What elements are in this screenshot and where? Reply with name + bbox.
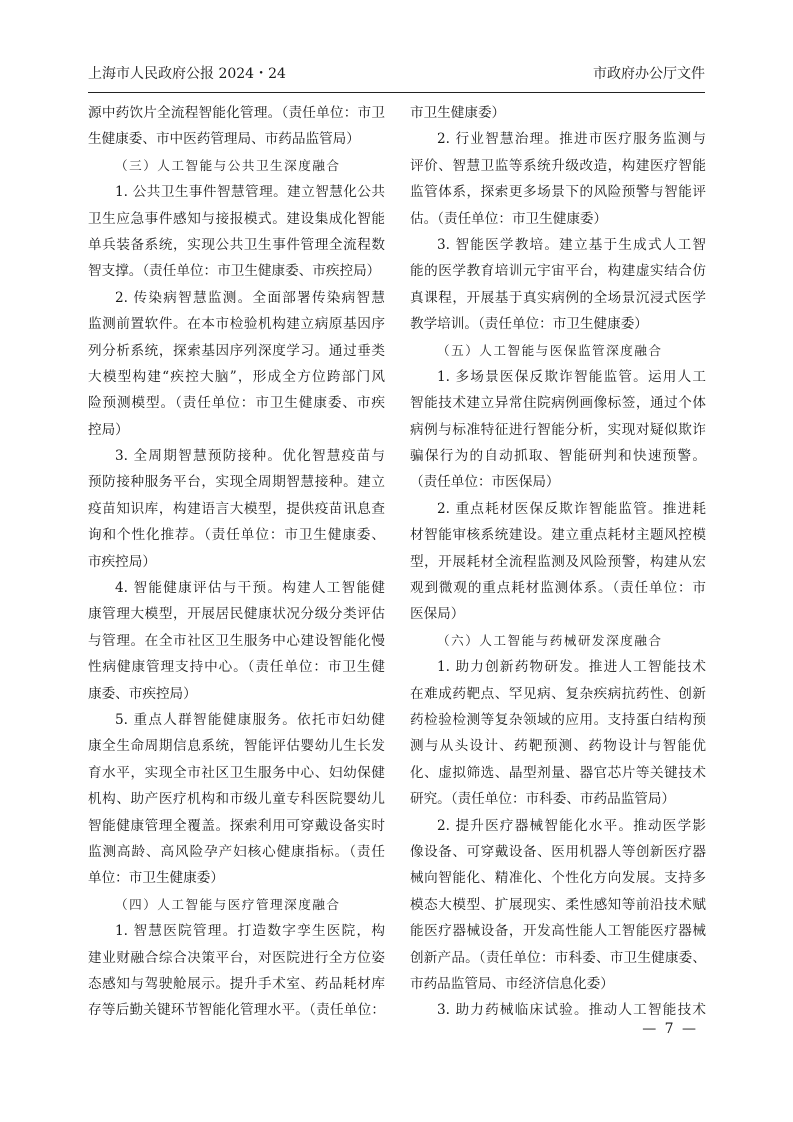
text-line: 像设备、可穿戴设备、医用机器人等创新医疗器 bbox=[410, 843, 706, 860]
text-line: 监管体系，探索更多场景下的风险预警与智能评 bbox=[410, 184, 706, 201]
text-line: 市疾控局） bbox=[88, 553, 156, 570]
paragraph bbox=[88, 918, 385, 1024]
text-line: 教学培训。（责任单位：市卫生健康委） bbox=[410, 316, 648, 333]
text-line: 病例与标准特征进行智能分析，实现对疑似欺诈 bbox=[410, 421, 706, 438]
paragraph bbox=[88, 179, 385, 285]
text-line: 大模型构建“疾控大脑”，形成全方位跨部门风 bbox=[88, 368, 385, 385]
paragraph bbox=[88, 575, 385, 707]
section-heading bbox=[410, 338, 706, 364]
heading-text: （三）人工智能与公共卫生深度融合 bbox=[115, 157, 341, 173]
text-line: 与管理。在全市社区卫生服务中心建设智能化慢 bbox=[88, 632, 385, 649]
text-line: 性病健康管理支持中心。（责任单位：市卫生健 bbox=[88, 659, 385, 676]
text-line: 械向智能化、精准化、个性化方向发展。支持多 bbox=[410, 870, 706, 887]
text-line: 预防接种服务平台，实现全周期智慧接种。建立 bbox=[88, 474, 385, 491]
paragraph bbox=[88, 285, 385, 443]
section-heading bbox=[88, 153, 385, 179]
text-line: 观到微观的重点耗材监测体系。（责任单位：市 bbox=[410, 580, 706, 597]
text-line: 智能健康管理全覆盖。探索利用可穿戴设备实时 bbox=[88, 817, 385, 834]
text-line: 询和个性化推荐。（责任单位：市卫生健康委、 bbox=[88, 527, 385, 544]
section-title: 市政府办公厅文件 bbox=[593, 66, 705, 82]
text-line: 模态大模型、扩展现实、柔性感知等前沿技术赋 bbox=[410, 896, 706, 913]
heading-text: （四）人工智能与医疗管理深度融合 bbox=[115, 896, 341, 912]
text-line: 生健康委、市中医药管理局、市药品监管局） bbox=[88, 131, 360, 148]
text-line: 单兵装备系统，实现公共卫生事件管理全流程数 bbox=[88, 236, 385, 253]
text-line: 1. 多场景医保反欺诈智能监管。运用人工 bbox=[437, 368, 706, 385]
text-line: 2. 重点耗材医保反欺诈智能监管。推进耗 bbox=[437, 500, 706, 517]
text-line: 康管理大模型，开展居民健康状况分级分类评估 bbox=[88, 606, 385, 623]
paragraph bbox=[410, 100, 706, 126]
paragraph bbox=[410, 232, 706, 338]
paragraph bbox=[88, 100, 385, 153]
text-line: 5. 重点人群智能健康服务。依托市妇幼健 bbox=[115, 711, 385, 728]
text-line: 研究。（责任单位：市科委、市药品监管局） bbox=[410, 791, 676, 808]
text-line: 市药品监管局、市经济信息化委） bbox=[410, 975, 614, 992]
text-line: 3. 智能医学教培。建立基于生成式人工智 bbox=[437, 236, 706, 253]
text-line: 机构、助产医疗机构和市级儿童专科医院婴幼儿 bbox=[88, 791, 385, 808]
paragraph bbox=[410, 496, 706, 628]
text-line: 源中药饮片全流程智能化管理。（责任单位：市卫 bbox=[88, 105, 385, 121]
paragraph bbox=[410, 364, 706, 496]
header-rule bbox=[88, 92, 705, 93]
text-line: 估。（责任单位：市卫生健康委） bbox=[410, 210, 608, 227]
text-line: 在难成药靶点、罕见病、复杂疾病抗药性、创新 bbox=[410, 685, 706, 702]
paragraph bbox=[88, 443, 385, 575]
text-line: 智支撑。（责任单位：市卫生健康委、市疾控局） bbox=[88, 263, 381, 280]
text-line: 2. 传染病智慧监测。全面部署传染病智慧 bbox=[115, 289, 385, 306]
text-line: 型，开展耗材全流程监测及风险预警，构建从宏 bbox=[410, 553, 706, 570]
journal-title: 上海市人民政府公报 2024・24 bbox=[88, 66, 286, 82]
text-line: 康委、市疾控局） bbox=[88, 685, 197, 702]
text-line: 真课程，开展基于真实病例的全场景沉浸式医学 bbox=[410, 289, 706, 306]
text-line: 控局） bbox=[88, 421, 129, 438]
page-number: — 7 — bbox=[642, 1021, 698, 1037]
right-column bbox=[410, 100, 706, 1024]
section-heading bbox=[410, 628, 706, 654]
text-line: 1. 助力创新药物研发。推进人工智能技术 bbox=[437, 659, 706, 676]
text-line: 材智能审核系统建设。建立重点耗材主题风控模 bbox=[410, 527, 706, 544]
text-line: 险预测模型。（责任单位：市卫生健康委、市疾 bbox=[88, 395, 385, 412]
text-line: 监测前置软件。在本市检验机构建立病原基因序 bbox=[88, 316, 385, 333]
text-line: 3. 全周期智慧预防接种。优化智慧疫苗与 bbox=[115, 448, 385, 465]
text-line: 卫生应急事件感知与接报模式。建设集成化智能 bbox=[88, 210, 385, 227]
text-line: 市卫生健康委） bbox=[410, 105, 506, 121]
text-line: 育水平，实现全市社区卫生服务中心、妇幼保健 bbox=[88, 764, 385, 781]
text-line: 药检验检测等复杂领域的应用。支持蛋白结构预 bbox=[410, 711, 706, 728]
text-line: 康全生命周期信息系统，智能评估婴幼儿生长发 bbox=[88, 738, 385, 755]
text-line: 4. 智能健康评估与干预。构建人工智能健 bbox=[115, 580, 385, 597]
text-line: 2. 行业智慧治理。推进市医疗服务监测与 bbox=[437, 131, 706, 148]
paragraph bbox=[410, 654, 706, 812]
text-line: 医保局） bbox=[410, 606, 465, 623]
heading-text: （六）人工智能与药械研发深度融合 bbox=[437, 632, 663, 648]
text-line: 能的医学教育培训元宇宙平台，构建虚实结合仿 bbox=[410, 263, 706, 280]
paragraph bbox=[410, 813, 706, 998]
text-line: 存等后勤关键环节智能化管理水平。（责任单位： bbox=[88, 1002, 385, 1019]
text-line: 1. 智慧医院管理。打造数字孪生医院，构 bbox=[115, 923, 385, 940]
paragraph bbox=[88, 707, 385, 892]
section-heading bbox=[88, 892, 385, 918]
text-line: 评价、智慧卫监等系统升级改造，构建医疗智能 bbox=[410, 157, 706, 174]
text-line: 疫苗知识库，构建语言大模型，提供疫苗讯息查 bbox=[88, 500, 385, 517]
text-line: 骗保行为的自动抓取、智能研判和快速预警。 bbox=[410, 448, 706, 465]
text-line: 列分析系统，探索基因序列深度学习。通过垂类 bbox=[88, 342, 385, 359]
text-line: 2. 提升医疗器械智能化水平。推动医学影 bbox=[437, 817, 706, 834]
text-line: 单位：市卫生健康委） bbox=[88, 870, 224, 887]
text-line: 测与从头设计、药靶预测、药物设计与智能优 bbox=[410, 738, 706, 755]
text-line: 能医疗器械设备，开发高性能人工智能医疗器械 bbox=[410, 923, 706, 940]
text-line: 创新产品。（责任单位：市科委、市卫生健康委、 bbox=[410, 949, 706, 966]
text-line: 3. 助力药械临床试验。推动人工智能技术 bbox=[437, 1002, 706, 1019]
text-line: 1. 公共卫生事件智慧管理。建立智慧化公共 bbox=[115, 184, 385, 201]
text-line: 化、虚拟筛选、晶型剂量、器官芯片等关键技术 bbox=[410, 764, 706, 781]
text-line: 智能技术建立异常住院病例画像标签，通过个体 bbox=[410, 395, 706, 412]
text-line: 态感知与驾驶舱展示。提升手术室、药品耗材库 bbox=[88, 975, 385, 992]
left-column bbox=[88, 100, 385, 1024]
text-line: 建业财融合综合决策平台，对医院进行全方位姿 bbox=[88, 949, 385, 966]
text-line: 监测高龄、高风险孕产妇核心健康指标。（责任 bbox=[88, 843, 385, 860]
text-line: （责任单位：市医保局） bbox=[410, 474, 560, 491]
heading-text: （五）人工智能与医保监管深度融合 bbox=[437, 342, 663, 358]
paragraph bbox=[410, 126, 706, 232]
